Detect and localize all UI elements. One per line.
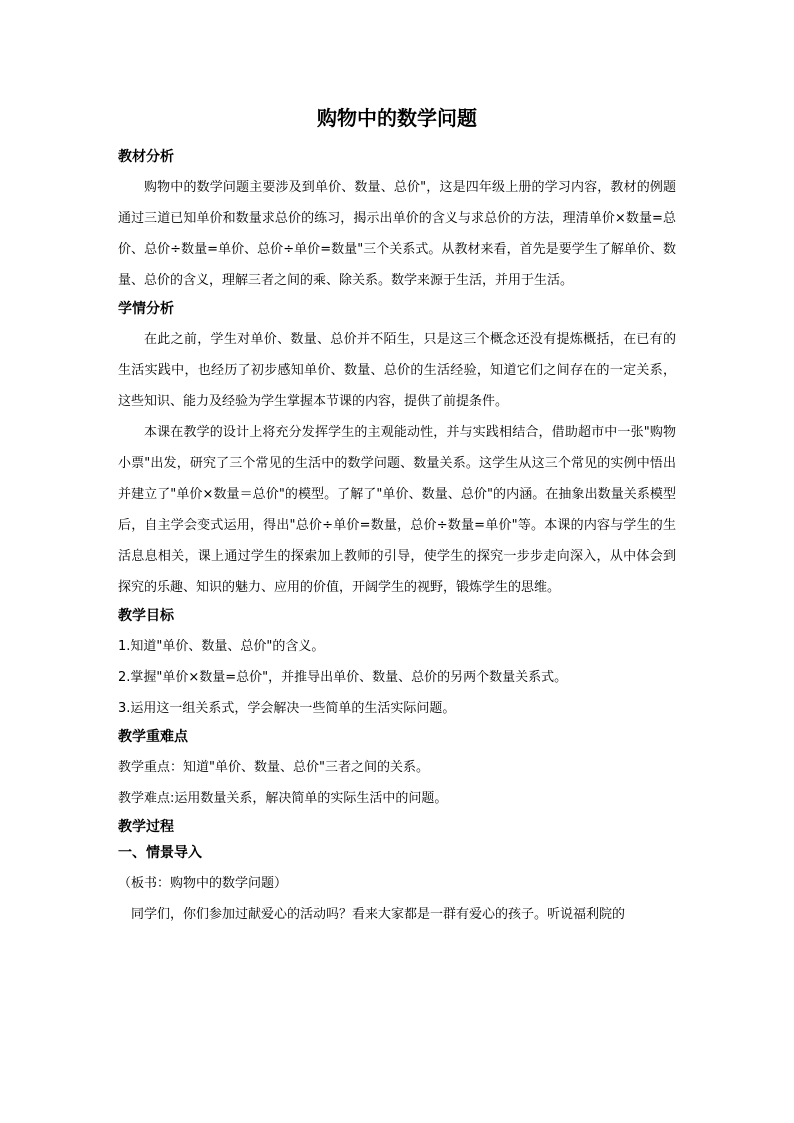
heading-key-points: 教学重难点 <box>118 729 188 745</box>
heading-material-analysis: 教材分析 <box>118 149 174 165</box>
paragraph-material-analysis: 购物中的数学问题主要涉及到单价、数量、总价"，这是四年级上册的学习内容，教材的例题通过三道已知单价和数量求总价的练习，揭示出单价的含义与求总价的方法，理清单价×数量=总价、总价÷数量=单价、总价÷单价=数量"三个关系式。从教材来看，首先是要学生了解单价、数量、总价的含义，理解三者之间的乘、除关系。数学来源于生活，并用于生活。 <box>118 180 676 288</box>
heading-teaching-goals: 教学目标 <box>118 608 174 624</box>
difficult-point: 教学难点:运用数量关系，解决简单的实际生活中的问题。 <box>118 791 448 806</box>
paragraph-student-analysis-1: 在此之前，学生对单价、数量、总价并不陌生，只是这三个概念还没有提炼概括，在已有的生活实践中，也经历了初步感知单价、数量、总价的生活经验，知道它们之间存在的一定关系，这些知识、能力及经验为学生掌握本节课的内容，提供了前提条件。 <box>118 332 676 409</box>
heading-student-analysis: 学情分析 <box>118 301 174 317</box>
subheading-scene-intro: 一、情景导入 <box>118 845 202 861</box>
goal-item-1: 1.知道"单价、数量、总价"的含义。 <box>118 639 325 654</box>
goal-item-3: 3.运用这一组关系式，学会解决一些简单的生活实际问题。 <box>118 701 456 716</box>
paragraph-student-analysis-2: 本课在教学的设计上将充分发挥学生的主观能动性，并与实践相结合，借助超市中一张"购物小票"出发，研究了三个常见的生活中的数学问题、数量关系。这学生从这三个常见的实例中悟出并建立了"单价×数量＝总价"的模型。了解了"单价、数量、总价"的内涵。在抽象出数量关系模型后，自主学会变式运用，得出"总价÷单价=数量，总价÷数量=单价"等。本课的内容与学生的生活息息相关，课上通过学生的探索加上教师的引导，使学生的探究一步步走向深入，从中体会到探究的乐趣、知识的魅力、应用的价值，开阔学生的视野，锻炼学生的思维。 <box>118 425 676 595</box>
board-note: （板书：购物中的数学问题） <box>118 876 288 891</box>
paragraph-intro: 同学们，你们参加过献爱心的活动吗？看来大家都是一群有爱心的孩子。听说福利院的 <box>131 907 626 922</box>
document-page <box>118 104 676 930</box>
heading-teaching-process: 教学过程 <box>118 819 174 835</box>
key-point: 教学重点：知道"单价、数量、总价"三者之间的关系。 <box>118 760 429 775</box>
document-title: 购物中的数学问题 <box>317 106 477 130</box>
goal-item-2: 2.掌握"单价×数量=总价"，并推导出单价、数量、总价的另两个数量关系式。 <box>118 670 568 685</box>
